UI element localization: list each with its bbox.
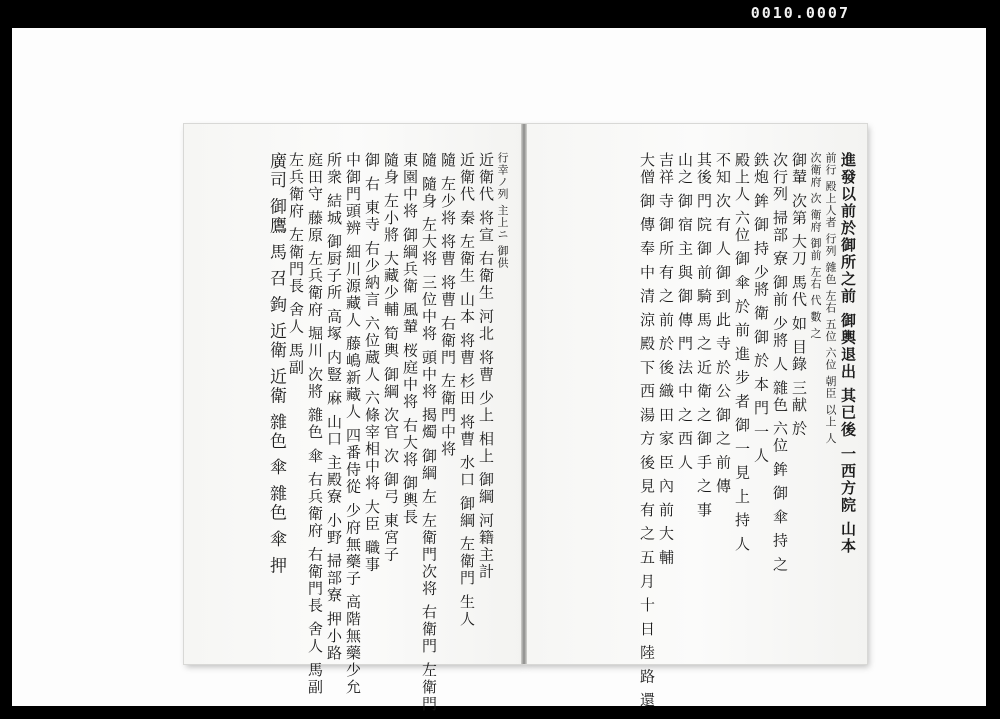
text-column: 前行 殿上人者 行列 雜色 左右 五位 六位 朝臣 以上 人 [824,152,837,445]
text-column: 大僧 御 傳 奉 中 清 涼 殿 下 西 湯 方 後 見 有 之 五 月 十 日 陸 路 還 [638,152,656,709]
book-spine [521,124,527,664]
text-column: 其後 門 院 御 前 騎 馬 之 近 衛 之 御 手 之 事 [695,152,713,519]
text-column: 進發以前於御所之前 御輿退出 其已後 一西方院 山本 [839,152,857,555]
text-column: 左兵衛府 左衛門長 舍人 馬副 [287,152,305,377]
text-column: 所衆 結城 御厨子所 高塚 内豎 麻 山口 主殿寮 小野 掃部寮 押小路 [325,152,343,662]
right-page-text [542,152,857,709]
text-column: 廣司 御鷹 馬 召 鉤 近衛 近衛 雜色 傘 雜色 傘 押 [266,152,286,576]
text-column: 近衛代 秦 左衛生 山本 将曹 杉田 将曹 水口 御綱 左衛門 生人 [458,152,476,628]
text-column: 東園中将 御綱兵衛 風輦 桜庭中将 右大将 御輿長 [401,152,419,526]
frame-number: 0010.0007 [750,4,850,22]
text-column: 隨 左少将 将曹 将曹 右衛門 左衛門中将 [439,152,457,458]
text-column: 隨身 左小將 大藏少輔 筍輿 御綱 次官 次 御弓 東宮子 [382,152,400,564]
text-column: 次行列 掃部 寮 御前 少將 人 雜色 六位 鉾 御 傘 持 之 [771,152,789,574]
text-column: 御輦 次第 大刀 馬代 如 目錄 三献 於 [790,152,808,438]
microfilm-frame [12,28,986,713]
open-book [184,124,867,713]
text-column: 行幸ノ列 主上ニ 御供 [496,152,509,269]
right-page [524,124,867,709]
text-column: 殿上人 六位 御 傘 於 前 進 步 者 御 一 見 上 持 人 [733,152,751,553]
text-column: 庭田守 藤原 左兵衛府 堀川 次將 雜色 傘 右兵衛府 右衛門長 舍人 馬副 [306,152,324,696]
text-column: 吉祥 寺 御 所 有 之 前 於 後 織 田 家 臣 內 前 大 輔 [657,152,675,567]
text-column: 近衛代 将宣 右衛生 河北 将曹 少上 相上 御綱 河籍主計 [477,152,495,581]
text-column: 次衛府 次 衛府 御前 左右 代 數 之 [809,152,822,340]
left-page [184,124,524,713]
left-page-text [212,152,509,713]
text-column: 不知 次 有 人 御 到 此 寺 於 公 御 之 前 傳 [714,152,732,495]
text-column: 御 右 東寺 右少納言 六位蔵人 六條宰相中将 大臣 職事 [363,152,381,574]
text-column: 山之 御 宿 主 與 御 傳 門 法 中 之 西 人 [676,152,694,472]
text-column: 中御門頭辨 細川源藏人 藤嶋新藏人 四番侍從 少府無藥子 高階無藥少允 [344,152,362,696]
text-column: 隨 隨身 左大将 三位中将 頭中将 揭燭 御綱 左 左衛門次将 右衛門 左衛門 [420,152,438,713]
text-column: 鉄炮 鉾 御 持 少將 衛 御 於 本 門 一 人 [752,152,770,465]
